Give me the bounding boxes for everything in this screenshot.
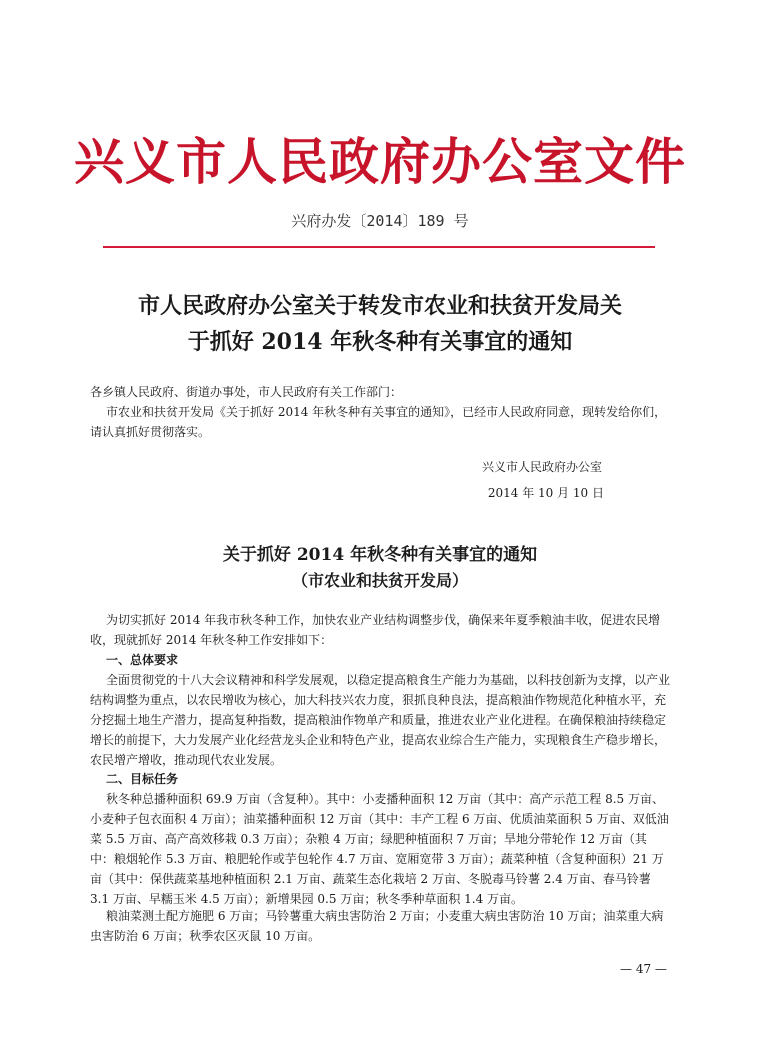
document-number: 兴府办发〔2014〕189 号 [291,212,469,230]
notice-title: 关于抓好 2014 年秋冬种有关事宜的通知 [222,545,538,565]
main-title [70,288,690,360]
issuer-name: 兴义市人民政府办公室 [481,460,602,474]
section-1-body: 全面贯彻党的十八大会议精神和科学发展观，以稳定提高粮食生产能力为基础，以科技创新为支撑，以产业结构调整为重点，以农民增收为核心，加大科技兴农力度，狠抓良种良法，提高粮油作物规范化种植水平，充分挖掘土地生产潜力，提高复种指数，提高粮油作物单产和质量，推进农业产业化进程。在确保粮油持续稳定增长的前提下，大力发展产业化经营龙头企业和特色产业，提高农业综合生产能力，实现粮食生产稳步增长，农民增产增收，推动现代农业发展。 [90,673,671,767]
red-divider-line [103,246,655,248]
section-2-heading: 二、目标任务 [106,772,179,786]
issue-date: 2014 年 10 月 10 日 [487,486,604,500]
section-2-body-1: 秋冬种总播种面积 69.9 万亩（含复种）。其中：小麦播种面积 12 万亩（其中：高产示范工程 8.5 万亩、小麦种子包衣面积 4 万亩）；油菜播种面积 12 万亩（其中：丰产工程 6 万亩、优质油菜面积 5 万亩、双低油菜 5.5 万亩、高产高效移栽 0.3 万亩）；杂粮 4 万亩；绿肥种植面积 7 万亩；旱地分带轮作 12 万亩（其中：粮烟轮作 5.3 万亩、粮肥轮作或芋包轮作 4.7 万亩、宽厢宽带 3 万亩）；蔬菜种植（含复种面积）21 万亩（其中：保供蔬菜基地种植面积 2.1 万亩、蔬菜生态化栽培 2 万亩、冬脱毒马铃薯 2.4 万亩、春马铃薯 3.1 万亩、早糯玉米 4.5 万亩）；新增果园 0.5 万亩；秋冬季种草面积 1.4 万亩。 [90,792,669,906]
main-title-line-2: 于抓好 2014 年秋冬种有关事宜的通知 [187,329,573,355]
forward-body: 市农业和扶贫开发局《关于抓好 2014 年秋冬种有关事宜的通知》，已经市人民政府同意，现转发给你们，请认真抓好贯彻落实。 [90,405,667,439]
notice-issuer-line: （市农业和扶贫开发局） [291,571,468,590]
notice-intro: 为切实抓好 2014 年我市秋冬种工作，加快农业产业结构调整步伐，确保来年夏季粮油丰收，促进农民增收，现就抓好 2014 年秋冬种工作安排如下： [90,613,661,647]
section-2-body-2: 粮油菜测土配方施肥 6 万亩；马铃薯重大病虫害防治 2 万亩；小麦重大病虫害防治 10 万亩；油菜重大病虫害防治 6 万亩；秋季农区灭鼠 10 万亩。 [90,909,664,943]
document-header-title: 兴义市人民政府办公室文件 [74,132,686,191]
main-title-line-1: 市人民政府办公室关于转发市农业和扶贫开发局关 [137,293,622,319]
section-1-heading: 一、总体要求 [106,653,179,667]
page-number: — 47 — [620,962,667,976]
addressee: 各乡镇人民政府、街道办事处，市人民政府有关工作部门： [90,385,403,399]
